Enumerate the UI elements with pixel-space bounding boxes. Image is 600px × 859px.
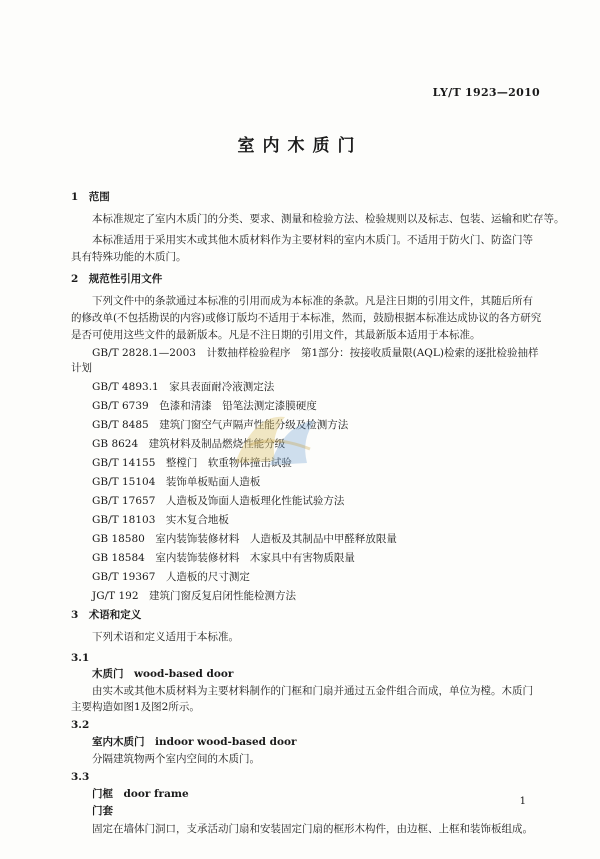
clause-number: 3.2 bbox=[71, 719, 90, 731]
paragraph: 是否可使用这些文件的最新版本。凡是不注日期的引用文件，其最新版本适用于本标准。 bbox=[71, 329, 481, 341]
page-title: 室内木质门 bbox=[237, 136, 363, 156]
section-heading-scope: 1 范围 bbox=[71, 191, 110, 203]
page-number: 1 bbox=[519, 796, 526, 807]
paragraph: 本标准适用于采用实木或其他木质材料作为主要材料的室内木质门。不适用于防火门、防盗门等 bbox=[92, 234, 533, 246]
reference-item: JG/T 192 建筑门窗反复启闭性能检测方法 bbox=[92, 590, 297, 602]
reference-item: GB/T 4893.1 家具表面耐冷液测定法 bbox=[92, 381, 275, 393]
section-heading-normative-references: 2 规范性引用文件 bbox=[71, 273, 163, 285]
reference-item: GB/T 17657 人造板及饰面人造板理化性能试验方法 bbox=[92, 495, 345, 507]
reference-item: GB/T 15104 装饰单板贴面人造板 bbox=[92, 476, 261, 488]
reference-item: GB 18580 室内装饰装修材料 人造板及其制品中甲醛释放限量 bbox=[92, 533, 397, 545]
term-definition: 由实木或其他木质材料为主要材料制作的门框和门扇并通过五金件组合而成，单位为樘。木质门 bbox=[92, 685, 533, 697]
term-heading: 门框 door frame bbox=[92, 788, 189, 800]
reference-item: GB 8624 建筑材料及制品燃烧性能分级 bbox=[92, 438, 286, 450]
standard-code: LY/T 1923—2010 bbox=[432, 86, 540, 99]
paragraph: 的修改单(不包括勘误的内容)或修订版均不适用于本标准，然而，鼓励根据本标准达成协议的各方研究 bbox=[71, 312, 542, 324]
term-definition: 主要构造如图1及图2所示。 bbox=[71, 701, 200, 713]
term-alternative: 门套 bbox=[92, 805, 113, 817]
term-heading: 木质门 wood-based door bbox=[92, 668, 234, 680]
reference-item: GB/T 2828.1—2003 计数抽样检验程序 第1部分：按接收质量限(AQL)检索的逐批检验抽样 bbox=[92, 347, 539, 359]
paragraph: 具有特殊功能的木质门。 bbox=[71, 251, 187, 263]
paragraph: 下列文件中的条款通过本标准的引用而成为本标准的条款。凡是注日期的引用文件，其随后所有 bbox=[92, 295, 533, 307]
reference-item: GB/T 18103 实木复合地板 bbox=[92, 514, 229, 526]
paragraph: 本标准规定了室内木质门的分类、要求、测量和检验方法、检验规则以及标志、包装、运输和贮存等。 bbox=[92, 213, 565, 225]
reference-item: GB/T 14155 整樘门 软重物体撞击试验 bbox=[92, 457, 292, 469]
clause-number: 3.3 bbox=[71, 771, 90, 783]
clause-number: 3.1 bbox=[71, 652, 90, 664]
section-heading-terms: 3 术语和定义 bbox=[71, 609, 142, 621]
paragraph: 下列术语和定义适用于本标准。 bbox=[92, 631, 239, 643]
watermark-logo-icon bbox=[215, 405, 335, 477]
reference-item: 计划 bbox=[71, 362, 92, 374]
term-definition: 分隔建筑物两个室内空间的木质门。 bbox=[92, 753, 260, 765]
reference-item: GB 18584 室内装饰装修材料 木家具中有害物质限量 bbox=[92, 552, 355, 564]
reference-item: GB/T 8485 建筑门窗空气声隔声性能分级及检测方法 bbox=[92, 419, 349, 431]
term-definition: 固定在墙体门洞口，支承活动门扇和安装固定门扇的框形木构件，由边框、上框和装饰板组成。 bbox=[92, 823, 533, 835]
reference-item: GB/T 19367 人造板的尺寸测定 bbox=[92, 571, 250, 583]
term-heading: 室内木质门 indoor wood-based door bbox=[92, 736, 297, 748]
reference-item: GB/T 6739 色漆和清漆 铅笔法测定漆膜硬度 bbox=[92, 400, 317, 412]
